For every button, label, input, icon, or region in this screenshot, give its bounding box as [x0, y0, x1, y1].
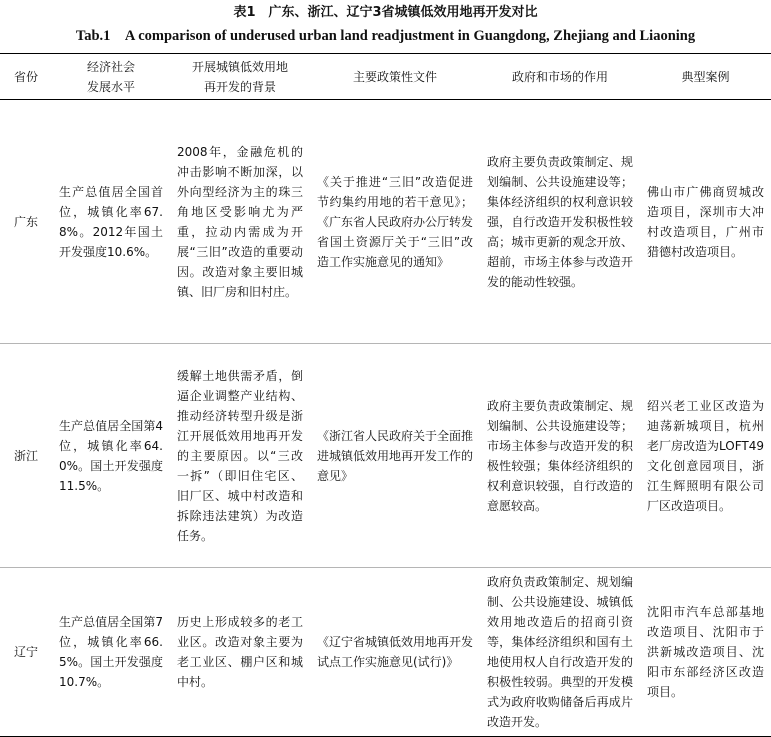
table-row-guangdong [0, 100, 771, 344]
cell-economy: 生产总值居全国第4位，城镇化率64.0%。国土开发强度11.5%。 [52, 344, 170, 568]
table-row-zhejiang [0, 344, 771, 568]
cell-policy: 《辽宁省城镇低效用地再开发试点工作实施意见(试行)》 [310, 568, 480, 737]
cell-economy: 生产总值居全国第7位，城镇化率66.5%。国土开发强度10.7%。 [52, 568, 170, 737]
cell-roles: 政府主要负责政策制定、规划编制、公共设施建设等；市场主体参与改造开发的积极性较强；集体经济组织的权利意识较强，自行改造的意愿较高。 [480, 344, 640, 568]
cell-cases: 绍兴老工业区改造为迪荡新城项目，杭州老厂房改造为LOFT49文化创意园项目，浙江生辉照明有限公司厂区改造项目。 [640, 344, 771, 568]
comparison-table [0, 53, 771, 737]
cell-province: 广东 [13, 214, 38, 229]
cell-cases: 佛山市广佛商贸城改造项目，深圳市大冲村改造项目，广州市猎德村改造项目。 [647, 184, 764, 259]
header-economy-text: 经济社会 发展水平 [86, 59, 135, 94]
table-row-liaoning [0, 568, 771, 737]
cell-background: 历史上形成较多的老工业区。改造对象主要为老工业区、棚户区和城中村。 [170, 568, 310, 737]
cell-roles: 政府主要负责政策制定、规划编制、公共设施建设等；集体经济组织的权利意识较强，自行改造开发积极性较高；城市更新的观念开放、超前，市场主体参与改造开发的能动性较强。 [487, 154, 633, 289]
cell-policy: 《浙江省人民政府关于全面推进城镇低效用地再开发工作的意见》 [310, 344, 480, 568]
cell-cases: 沈阳市汽车总部基地改造项目、沈阳市于洪新城改造项目、沈阳市东部经济区改造项目。 [640, 568, 771, 737]
cell-roles: 政府负责政策制定、规划编制、公共设施建设、城镇低效用地改造后的招商引资等，集体经济组织和国有土地使用权人自行改造开发的积极性较弱。典型的开发模式为政府收购储备后再成片改造开发。 [480, 568, 640, 737]
cell-policy: 《关于推进“三旧”改造促进节约集约用地的若干意见》；《广东省人民政府办公厅转发省国土资源厅关于“三旧”改造工作实施意见的通知》 [317, 174, 474, 269]
header-background [170, 54, 310, 100]
table-caption-english: Tab.1 A comparison of underused urban land readjustment in Guangdong, Zhejiang and Liaoning [75, 28, 696, 44]
header-background-text: 开展城镇低效用地 再开发的背景 [191, 59, 288, 94]
header-economy [52, 54, 170, 100]
header-policy: 主要政策性文件 [310, 54, 480, 100]
cell-province: 辽宁 [0, 568, 52, 737]
header-roles: 政府和市场的作用 [480, 54, 640, 100]
table-header-row [0, 54, 771, 100]
cell-province: 浙江 [0, 344, 52, 568]
cell-background: 缓解土地供需矛盾，倒逼企业调整产业结构、推动经济转型升级是浙江开展低效用地再开发的主要原因。以“三改一拆”（即旧住宅区、旧厂区、城中村改造和拆除违法建筑）为改造任务。 [170, 344, 310, 568]
table-caption-chinese: 表1 广东、浙江、辽宁3省城镇低效用地再开发对比 [233, 5, 538, 20]
cell-background: 2008年，金融危机的冲击影响不断加深，以外向型经济为主的珠三角地区受影响尤为严重，拉动内需成为开展“三旧”改造的重要动因。改造对象主要旧城镇、旧厂房和旧村庄。 [177, 144, 303, 299]
header-province: 省份 [0, 54, 52, 100]
cell-economy: 生产总值居全国首位，城镇化率67.8%。2012年国土开发强度10.6%。 [59, 184, 163, 259]
header-cases: 典型案例 [640, 54, 771, 100]
